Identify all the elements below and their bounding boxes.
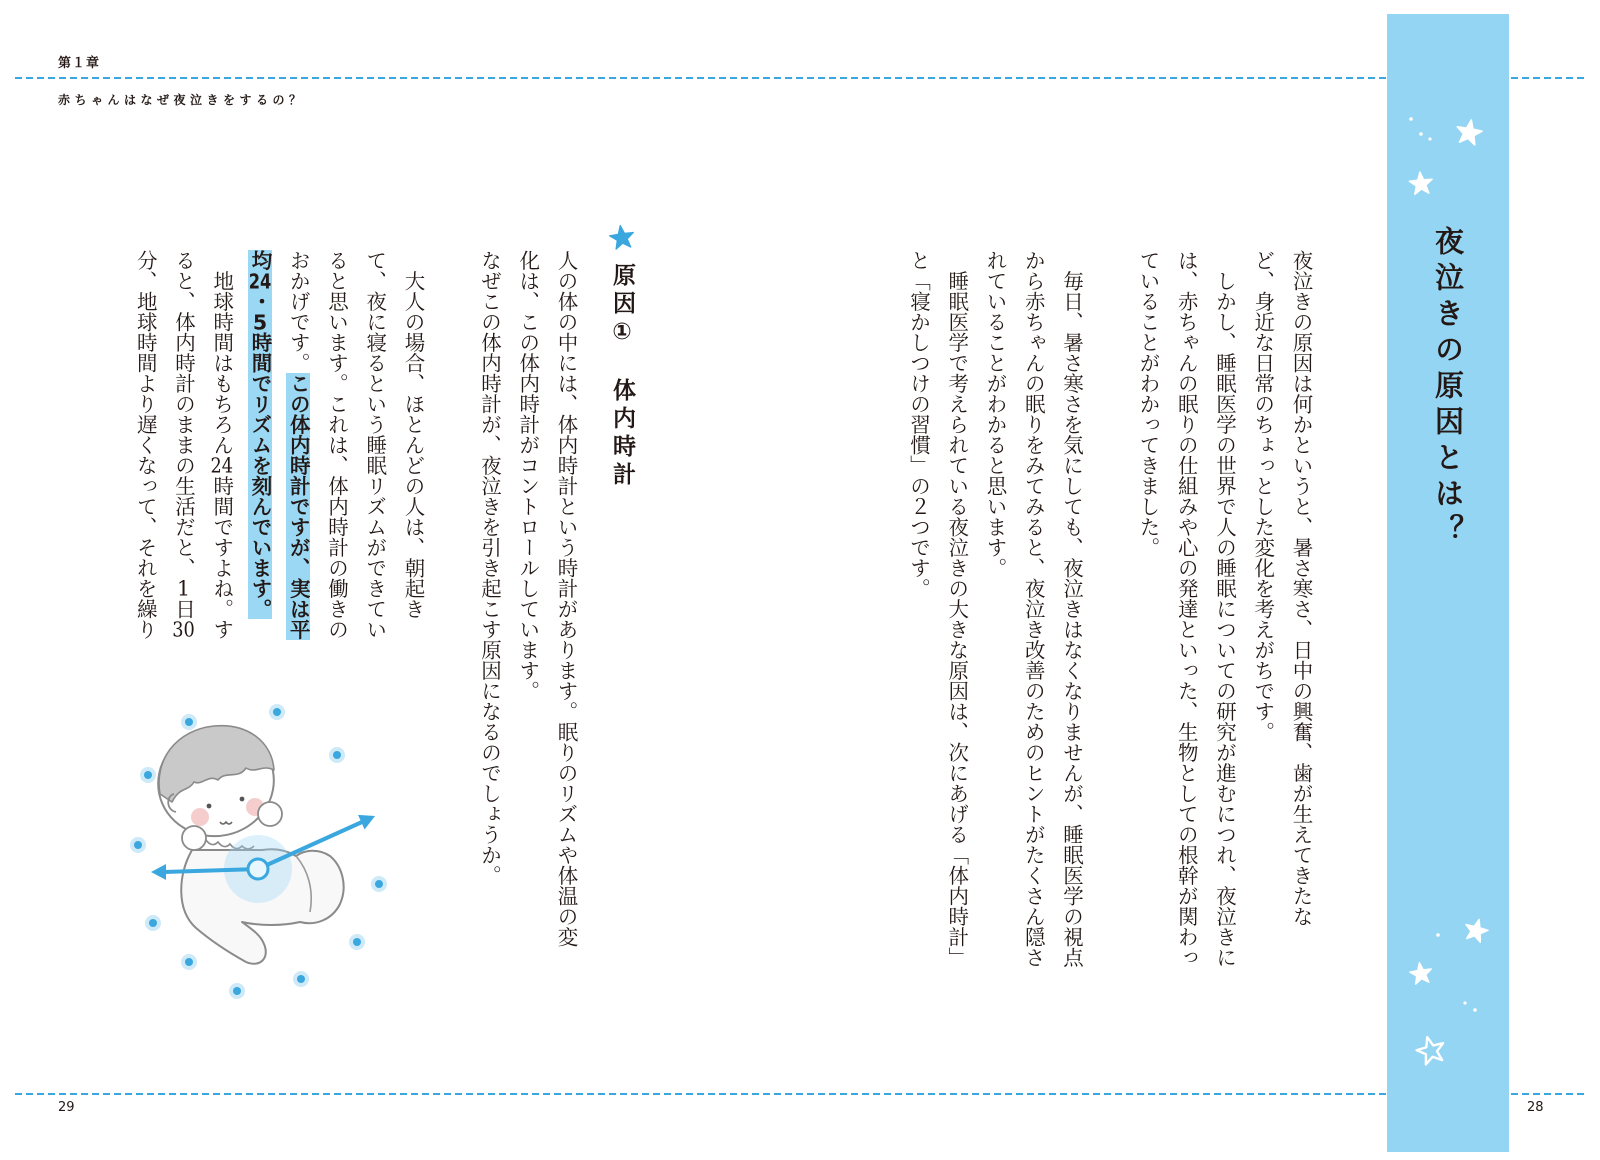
text-line: 夜泣きの原因は何かというと、暑さ寒さ、日中の興奮、歯が生えてきたな [1289, 250, 1313, 927]
text-segment: 大人の場合、ほとんどの人は、朝起き [401, 250, 425, 619]
star-outline-icon [1414, 1034, 1447, 1066]
text-segment: おかげです。 [286, 250, 311, 373]
highlighted-text: 5 [248, 312, 272, 333]
baby-hand [182, 826, 206, 850]
text-segment: 分、地球時間より遅くなって、それを繰り [133, 250, 158, 640]
dot [181, 714, 197, 730]
text-segment: て、夜に寝るという睡眠リズムができてい [362, 250, 387, 640]
text-line: 毎日、暑さ寒さを気にしても、夜泣きはなくなりませんが、睡眠医学の視点 [1059, 250, 1084, 968]
baby-hand [258, 802, 282, 826]
text-segment: 人の体の中には、体内時計という時計があります。眠りのリズムや体温の変 [554, 250, 578, 947]
clock-center [248, 859, 268, 879]
sparkle-dot [1428, 137, 1431, 140]
dot [145, 915, 161, 931]
text-segment: ると思います。これは、体内時計の働きの [324, 250, 349, 640]
baby-cheek [191, 808, 209, 826]
page-number-right: 28 [1527, 1100, 1544, 1115]
text-line: しかし、睡眠医学の世界で人の睡眠についての研究が進むにつれ、夜泣きに [1212, 250, 1237, 968]
chapter-title: 赤ちゃんはなぜ夜泣きをするの？ [58, 93, 306, 107]
dot [140, 767, 156, 783]
dot [293, 971, 309, 987]
dot [130, 837, 146, 853]
sparkle-dot [1419, 132, 1423, 136]
dot [329, 747, 345, 763]
baby-eye [207, 804, 212, 809]
text-line: ど、身近な日常のちょっとした変化を考えがちです。 [1250, 250, 1275, 742]
text-line: 睡眠医学で考えられている夜泣きの大きな原因は、次にあげる「体内時計」 [944, 250, 969, 968]
text-segment: ると、体内時計のままの生活だと、 [171, 250, 196, 578]
dot [181, 954, 197, 970]
chapter-label: 第１章 [58, 56, 101, 71]
bottom-dashed-rule [15, 1093, 1586, 1095]
text-line [470, 250, 508, 947]
text-line: ていることがわかってきました。 [1136, 250, 1160, 558]
paragraph-block [470, 250, 585, 947]
highlighted-text: 時間でリズムを刻んでいます。 [248, 332, 272, 619]
star-icon [609, 224, 635, 250]
sparkle-dot [1409, 117, 1413, 121]
highlighted-text: ・ [248, 291, 272, 312]
paragraph-block [899, 250, 1090, 968]
highlighted-text: 24 [248, 270, 272, 291]
text-segment: 時間ですよね。す [209, 475, 234, 640]
text-line: と「寝かしつけの習慣」の２つです。 [906, 250, 931, 599]
text-line: は、赤ちゃんの眠りの仕組みや心の発達といった、生物としての根幹が関わっ [1174, 250, 1199, 968]
text-segment: 日 [171, 598, 196, 619]
text-segment: なぜこの体内時計が、夜泣きを引き起こす原因になるのでしょうか。 [477, 250, 502, 886]
page-number-left: 29 [58, 1100, 75, 1115]
section-heading [608, 263, 636, 490]
baby-eye [240, 797, 245, 802]
top-dashed-rule [15, 77, 1586, 79]
dot [229, 983, 245, 999]
sparkle-dot [1463, 1001, 1466, 1004]
text-line [547, 250, 585, 947]
text-segment: 24 [210, 455, 234, 476]
dot [371, 876, 387, 892]
text-segment: 1 [176, 578, 191, 599]
heading-number: ① [609, 319, 635, 350]
sparkle-dot [1436, 933, 1440, 937]
star-icon [1462, 916, 1490, 943]
heading-label: 原因 [609, 263, 635, 319]
text-segment: 30 [172, 619, 195, 640]
highlighted-text: この体内時計ですが、実は平 [286, 373, 311, 640]
text-line: れていることがわかると思います。 [983, 250, 1007, 578]
star-icon [1455, 118, 1484, 146]
sparkle-dot [1473, 1008, 1477, 1012]
right-page-body [899, 250, 1320, 968]
text-segment: 化は、この体内時計がコントロールしています。 [515, 250, 540, 701]
text-line [509, 250, 547, 947]
star-icon [1409, 171, 1434, 195]
highlighted-text: 均 [248, 250, 272, 271]
paragraph-block [1129, 250, 1320, 968]
section-title: 夜泣きの原因とは？ [1431, 226, 1465, 550]
dot [269, 704, 285, 720]
text-segment: 地球時間はもちろん [209, 250, 234, 455]
heading-title: 体内時計 [609, 378, 635, 490]
band-decorations [1387, 14, 1509, 1152]
dot [349, 934, 365, 950]
baby-clock-illustration [110, 690, 410, 1020]
star-icon [1409, 961, 1433, 984]
section-title-band [1387, 14, 1509, 1152]
text-line: から赤ちゃんの眠りをみてみると、夜泣き改善のためのヒントがたくさん隠さ [1021, 250, 1046, 968]
arrowhead-left [151, 864, 166, 880]
